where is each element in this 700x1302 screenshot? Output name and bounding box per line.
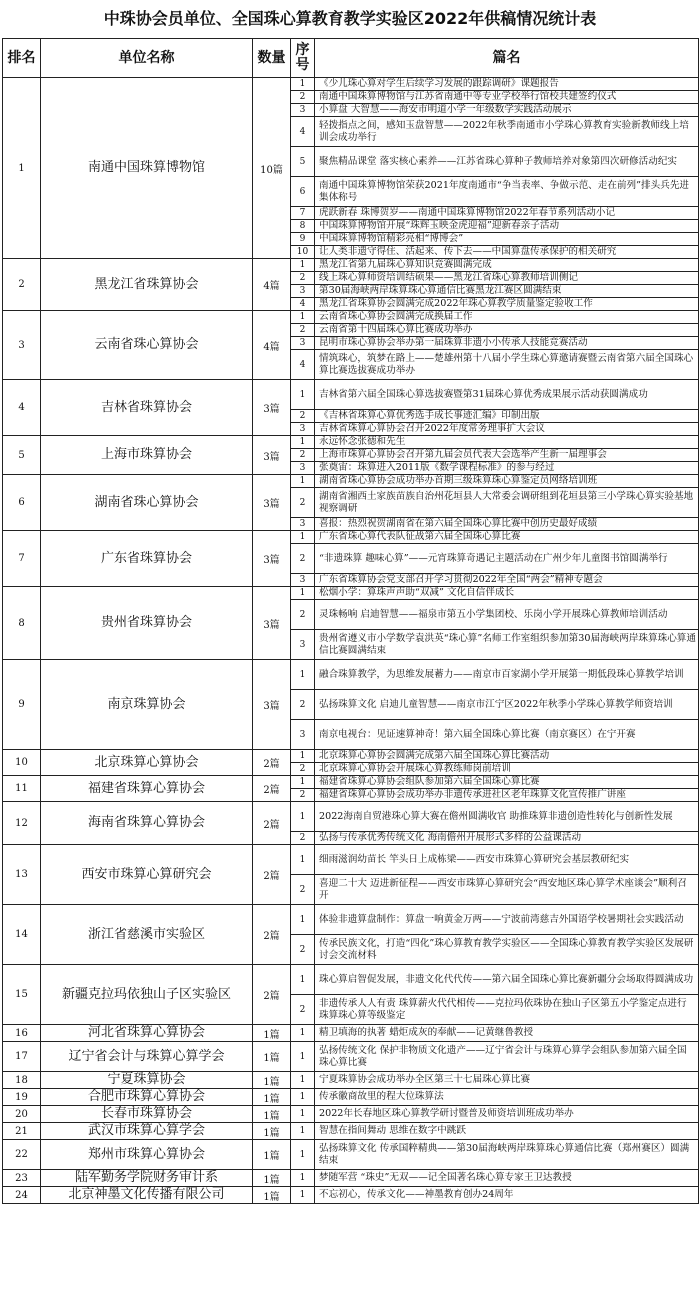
article-title-cell: 上海市珠算心算协会召开第九届会员代表大会选举产生新一届理事会 [315, 449, 699, 462]
seq-cell: 4 [291, 350, 315, 380]
header-rank: 排名 [3, 39, 41, 78]
count-cell: 4篇 [253, 311, 291, 380]
seq-cell: 1 [291, 587, 315, 600]
unit-name-cell: 宁夏珠算协会 [41, 1072, 253, 1089]
seq-cell: 2 [291, 789, 315, 802]
table-row [3, 311, 699, 324]
rank-cell: 10 [3, 750, 41, 776]
seq-cell: 2 [291, 935, 315, 965]
unit-name-cell: 南京珠算协会 [41, 660, 253, 750]
header-unit: 单位名称 [41, 39, 253, 78]
article-title-cell: 湖南省湘西土家族苗族自治州花垣县人大常委会调研组到花垣县第三小学珠心算实验基地视察调研 [315, 488, 699, 518]
article-title-cell: 贵州省遵义市小学数学袁洪英“珠心算”名师工作室组织参加第30届海峡两岸珠算珠心算通信比赛圆满结束 [315, 630, 699, 660]
article-title-cell: 张奠宙：珠算进入2011版《数学课程标准》的参与经过 [315, 462, 699, 475]
header-seq [291, 39, 315, 78]
article-title-cell: “非遗珠算 趣味心算”——元宵珠算奇遇记主题活动在广州少年儿童图书馆圆满举行 [315, 544, 699, 574]
count-cell: 3篇 [253, 475, 291, 531]
article-title-cell: 湖南省珠心算协会成功举办首期三级珠算珠心算鉴定员网络培训班 [315, 475, 699, 488]
unit-name-cell: 福建省珠算心算协会 [41, 776, 253, 802]
article-title-cell: 广东省珠算协会党支部召开学习贯彻2022年全国“两会”精神专题会 [315, 574, 699, 587]
unit-name-cell: 新疆克拉玛依独山子区实验区 [41, 965, 253, 1025]
seq-cell: 8 [291, 220, 315, 233]
seq-cell: 5 [291, 147, 315, 177]
table-row [3, 965, 699, 995]
rank-cell: 4 [3, 380, 41, 436]
article-title-cell: 弘扬珠算文化 启迪儿童智慧——南京市江宁区2022年秋季小学珠心算教学师资培训 [315, 690, 699, 720]
table-row [3, 905, 699, 935]
seq-cell: 3 [291, 104, 315, 117]
table-row [3, 259, 699, 272]
rank-cell: 23 [3, 1170, 41, 1187]
rank-cell: 17 [3, 1042, 41, 1072]
article-title-cell: 灵珠畅响 启迪智慧——福泉市第五小学集团校、乐岗小学开展珠心算教师培训活动 [315, 600, 699, 630]
unit-name-cell: 陆军勤务学院财务审计系 [41, 1170, 253, 1187]
seq-cell: 2 [291, 449, 315, 462]
table-row [3, 78, 699, 91]
article-title-cell: 弘扬珠算文化 传承国粹精典——第30届海峡两岸珠算珠心算通信比赛（郑州赛区）圆满结束 [315, 1140, 699, 1170]
table-body [3, 78, 699, 1204]
rank-cell: 24 [3, 1187, 41, 1204]
count-cell: 3篇 [253, 436, 291, 475]
article-title-cell: 中国珠算博物馆精彩亮相“博博会” [315, 233, 699, 246]
table-row [3, 750, 699, 763]
unit-name-cell: 湖南省珠心算协会 [41, 475, 253, 531]
article-title-cell: 《吉林省珠算心算优秀选手成长事迹汇编》印制出版 [315, 410, 699, 423]
seq-cell: 1 [291, 965, 315, 995]
count-cell: 2篇 [253, 802, 291, 845]
seq-cell: 1 [291, 1140, 315, 1170]
rank-cell: 21 [3, 1123, 41, 1140]
seq-cell: 2 [291, 600, 315, 630]
seq-cell: 1 [291, 1106, 315, 1123]
unit-name-cell: 南通中国珠算博物馆 [41, 78, 253, 259]
seq-cell: 2 [291, 875, 315, 905]
rank-cell: 20 [3, 1106, 41, 1123]
table-row [3, 845, 699, 875]
table-row [3, 1123, 699, 1140]
unit-name-cell: 长春市珠算协会 [41, 1106, 253, 1123]
article-title-cell: 聚焦精品课堂 落实核心素养——江苏省珠心算种子教师培养对象第四次研修活动纪实 [315, 147, 699, 177]
count-cell: 1篇 [253, 1025, 291, 1042]
table-row [3, 1140, 699, 1170]
seq-cell: 4 [291, 298, 315, 311]
seq-cell: 3 [291, 285, 315, 298]
article-title-cell: 精卫填海的执著 蜡炬成灰的奉献——记黄继鲁教授 [315, 1025, 699, 1042]
table-row [3, 660, 699, 690]
article-title-cell: 南通中国珠算博物馆与江苏省南通中等专业学校举行馆校共建签约仪式 [315, 91, 699, 104]
seq-cell: 1 [291, 78, 315, 91]
seq-cell: 9 [291, 233, 315, 246]
article-title-cell: 不忘初心，传承文化——神墨教育创办24周年 [315, 1187, 699, 1204]
rank-cell: 5 [3, 436, 41, 475]
article-title-cell: 南京电视台：见证速算神奇！第六届全国珠心算比赛（南京赛区）在宁开赛 [315, 720, 699, 750]
rank-cell: 14 [3, 905, 41, 965]
count-cell: 2篇 [253, 965, 291, 1025]
unit-name-cell: 海南省珠算心算协会 [41, 802, 253, 845]
unit-name-cell: 合肥市珠算心算协会 [41, 1089, 253, 1106]
count-cell: 2篇 [253, 750, 291, 776]
article-title-cell: 松烟小学：算珠声声助“双减” 文化自信伴成长 [315, 587, 699, 600]
unit-name-cell: 西安市珠算心算研究会 [41, 845, 253, 905]
count-cell: 3篇 [253, 531, 291, 587]
count-cell: 1篇 [253, 1072, 291, 1089]
table-row [3, 776, 699, 789]
table-row [3, 436, 699, 449]
article-title-cell: 小算盘 大智慧——海安市明道小学一年级数学实践活动展示 [315, 104, 699, 117]
seq-cell: 1 [291, 531, 315, 544]
count-cell: 1篇 [253, 1170, 291, 1187]
seq-cell: 2 [291, 832, 315, 845]
count-cell: 1篇 [253, 1089, 291, 1106]
header-title: 篇名 [315, 39, 699, 78]
unit-name-cell: 吉林省珠算协会 [41, 380, 253, 436]
seq-cell: 3 [291, 518, 315, 531]
article-title-cell: 非遗传承人人有责 珠算薪火代代相传——克拉玛依珠协在独山子区第五小学鉴定点进行珠算珠心算等级鉴定 [315, 995, 699, 1025]
count-cell: 1篇 [253, 1042, 291, 1072]
rank-cell: 15 [3, 965, 41, 1025]
page-title: 中珠协会员单位、全国珠心算教育教学实验区2022年供稿情况统计表 [103, 9, 597, 28]
count-cell: 2篇 [253, 776, 291, 802]
seq-cell: 1 [291, 905, 315, 935]
seq-cell: 1 [291, 802, 315, 832]
unit-name-cell: 上海市珠算协会 [41, 436, 253, 475]
rank-cell: 19 [3, 1089, 41, 1106]
seq-cell: 1 [291, 1187, 315, 1204]
article-title-cell: 昆明市珠心算协会举办第一届珠算非遗小小传承人技能竞赛活动 [315, 337, 699, 350]
seq-cell: 1 [291, 750, 315, 763]
article-title-cell: 宁夏珠算协会成功举办全区第三十七届珠心算比赛 [315, 1072, 699, 1089]
article-title-cell: 广东省珠心算代表队征战第六届全国珠心算比赛 [315, 531, 699, 544]
article-title-cell: 北京珠算心算协会圆满完成第六届全国珠心算比赛活动 [315, 750, 699, 763]
article-title-cell: 传承徽商故里的程大位珠算法 [315, 1089, 699, 1106]
unit-name-cell: 云南省珠心算协会 [41, 311, 253, 380]
article-title-cell: 情筑珠心，筑梦在路上——楚雄州第十八届小学生珠心算邀请赛暨云南省第六届全国珠心算比赛选拔赛成功举办 [315, 350, 699, 380]
seq-cell: 6 [291, 177, 315, 207]
article-title-cell: 黑龙江省珠算协会圆满完成2022年珠心算教学质量鉴定验收工作 [315, 298, 699, 311]
rank-cell: 8 [3, 587, 41, 660]
count-cell: 1篇 [253, 1106, 291, 1123]
article-title-cell: 2022年长春地区珠心算教学研讨暨普及师资培训班成功举办 [315, 1106, 699, 1123]
seq-cell: 2 [291, 763, 315, 776]
rank-cell: 1 [3, 78, 41, 259]
rank-cell: 11 [3, 776, 41, 802]
unit-name-cell: 浙江省慈溪市实验区 [41, 905, 253, 965]
count-cell: 4篇 [253, 259, 291, 311]
article-title-cell: 传承民族文化，打造“四化”珠心算教育教学实验区——全国珠心算教育教学实验区发展研讨会交流材料 [315, 935, 699, 965]
seq-cell: 10 [291, 246, 315, 259]
count-cell: 1篇 [253, 1187, 291, 1204]
article-title-cell: 线上珠心算师资培训结硕果——黑龙江省珠心算教师培训侧记 [315, 272, 699, 285]
seq-cell: 1 [291, 475, 315, 488]
article-title-cell: 吉林省第六届全国珠心算选拔赛暨第31届珠心算优秀成果展示活动获圆满成功 [315, 380, 699, 410]
table-row [3, 475, 699, 488]
seq-cell: 3 [291, 630, 315, 660]
count-cell: 3篇 [253, 660, 291, 750]
article-title-cell: 永远怀念张德和先生 [315, 436, 699, 449]
count-cell: 10篇 [253, 78, 291, 259]
count-cell: 1篇 [253, 1140, 291, 1170]
seq-cell: 2 [291, 544, 315, 574]
seq-cell: 2 [291, 690, 315, 720]
rank-cell: 18 [3, 1072, 41, 1089]
count-cell: 1篇 [253, 1123, 291, 1140]
article-title-cell: 智慧在指间舞动 思维在数字中跳跃 [315, 1123, 699, 1140]
seq-cell: 3 [291, 337, 315, 350]
seq-cell: 1 [291, 660, 315, 690]
seq-cell: 1 [291, 1025, 315, 1042]
count-cell: 3篇 [253, 587, 291, 660]
seq-cell: 1 [291, 776, 315, 789]
article-title-cell: 梦随军营 “珠史”无双——记全国著名珠心算专家王卫达教授 [315, 1170, 699, 1187]
seq-cell: 1 [291, 1089, 315, 1106]
table-row [3, 380, 699, 410]
unit-name-cell: 北京珠算心算协会 [41, 750, 253, 776]
article-title-cell: 中国珠算博物馆开展“珠辉玉映金虎迎福”迎新春亲子活动 [315, 220, 699, 233]
seq-cell: 1 [291, 311, 315, 324]
rank-cell: 9 [3, 660, 41, 750]
article-title-cell: 弘扬传统文化 保护非物质文化遗产——辽宁省会计与珠算心算学会组队参加第六届全国珠心算比赛 [315, 1042, 699, 1072]
seq-cell: 7 [291, 207, 315, 220]
stats-table [2, 38, 699, 1204]
unit-name-cell: 郑州市珠算心算协会 [41, 1140, 253, 1170]
seq-cell: 3 [291, 574, 315, 587]
article-title-cell: 2022海南自贸港珠心算大赛在儋州圆满收官 助推珠算非遗创造性转化与创新性发展 [315, 802, 699, 832]
unit-name-cell: 贵州省珠算协会 [41, 587, 253, 660]
seq-cell: 1 [291, 845, 315, 875]
rank-cell: 2 [3, 259, 41, 311]
table-row [3, 1187, 699, 1204]
rank-cell: 13 [3, 845, 41, 905]
article-title-cell: 北京珠算心算协会开展珠心算教练师岗前培训 [315, 763, 699, 776]
article-title-cell: 吉林省珠算心算协会召开2022年度常务理事扩大会议 [315, 423, 699, 436]
article-title-cell: 细雨滋润幼苗长 竿头日上成栋梁——西安市珠算心算研究会基层教研纪实 [315, 845, 699, 875]
seq-cell: 1 [291, 380, 315, 410]
seq-cell: 2 [291, 995, 315, 1025]
count-cell: 3篇 [253, 380, 291, 436]
seq-cell: 1 [291, 1170, 315, 1187]
seq-cell: 1 [291, 1042, 315, 1072]
rank-cell: 16 [3, 1025, 41, 1042]
article-title-cell: 轻拨指点之间，感知玉盘智慧——2022年秋季南通市小学珠心算教育实验新教师线上培训会成功举行 [315, 117, 699, 147]
seq-cell: 1 [291, 259, 315, 272]
seq-cell: 2 [291, 272, 315, 285]
article-title-cell: 喜迎二十大 迈进新征程——西安市珠算心算研究会“西安地区珠心算学术座谈会”顺利召开 [315, 875, 699, 905]
seq-cell: 3 [291, 423, 315, 436]
rank-cell: 7 [3, 531, 41, 587]
unit-name-cell: 辽宁省会计与珠算心算学会 [41, 1042, 253, 1072]
unit-name-cell: 河北省珠算心算协会 [41, 1025, 253, 1042]
count-cell: 2篇 [253, 905, 291, 965]
header-row [3, 39, 699, 78]
table-row [3, 1025, 699, 1042]
rank-cell: 12 [3, 802, 41, 845]
table-row [3, 802, 699, 832]
seq-cell: 2 [291, 324, 315, 337]
rank-cell: 6 [3, 475, 41, 531]
unit-name-cell: 广东省珠算协会 [41, 531, 253, 587]
article-title-cell: 云南省珠心算协会圆满完成换届工作 [315, 311, 699, 324]
article-title-cell: 融合珠算教学，为思维发展蓄力——南京市百家湖小学开展第一期低段珠心算教学培训 [315, 660, 699, 690]
article-title-cell: 珠心算启智促发展，非遗文化代代传——第六届全国珠心算比赛新疆分会场取得圆满成功 [315, 965, 699, 995]
article-title-cell: 云南省第十四届珠心算比赛成功举办 [315, 324, 699, 337]
header-count: 数量 [253, 39, 291, 78]
seq-cell: 1 [291, 436, 315, 449]
seq-cell: 3 [291, 720, 315, 750]
article-title-cell: 体验非遗算盘制作：算盘一响黄金万两——宁波前湾慈吉外国语学校暑期社会实践活动 [315, 905, 699, 935]
count-cell: 2篇 [253, 845, 291, 905]
article-title-cell: 《少儿珠心算对学生后续学习发展的跟踪调研》课题报告 [315, 78, 699, 91]
article-title-cell: 福建省珠算心算协会组队参加第六届全国珠心算比赛 [315, 776, 699, 789]
table-row [3, 1170, 699, 1187]
seq-cell: 4 [291, 117, 315, 147]
rank-cell: 3 [3, 311, 41, 380]
seq-cell: 2 [291, 410, 315, 423]
seq-cell: 3 [291, 462, 315, 475]
article-title-cell: 虎跃新春 珠博贺岁——南通中国珠算博物馆2022年春节系列活动小记 [315, 207, 699, 220]
header-seq-label: 序号 [295, 42, 310, 73]
article-title-cell: 第30届海峡两岸珠算珠心算通信比赛黑龙江赛区圆满结束 [315, 285, 699, 298]
table-row [3, 1072, 699, 1089]
article-title-cell: 让人类非遗守得住、活起来、传下去——中国算盘传承保护的相关研究 [315, 246, 699, 259]
seq-cell: 2 [291, 488, 315, 518]
article-title-cell: 喜报：热烈祝贺湖南省在第六届全国珠心算比赛中创历史最好成绩 [315, 518, 699, 531]
table-row [3, 587, 699, 600]
unit-name-cell: 黑龙江省珠算协会 [41, 259, 253, 311]
article-title-cell: 福建省珠算心算协会成功举办非遗传承进社区老年珠算文化宣传推广讲座 [315, 789, 699, 802]
seq-cell: 1 [291, 1072, 315, 1089]
seq-cell: 2 [291, 91, 315, 104]
rank-cell: 22 [3, 1140, 41, 1170]
seq-cell: 1 [291, 1123, 315, 1140]
table-row [3, 1106, 699, 1123]
article-title-cell: 南通中国珠算博物馆荣获2021年度南通市“争当表率、争做示范、走在前列”排头兵先进集体称号 [315, 177, 699, 207]
table-row [3, 1089, 699, 1106]
table-row [3, 1042, 699, 1072]
unit-name-cell: 武汉市珠算心算学会 [41, 1123, 253, 1140]
article-title-cell: 弘扬与传承优秀传统文化 海南儋州开展形式多样的公益课活动 [315, 832, 699, 845]
table-row [3, 531, 699, 544]
article-title-cell: 黑龙江省第九届珠心算知识竞赛圆满完成 [315, 259, 699, 272]
unit-name-cell: 北京神墨文化传播有限公司 [41, 1187, 253, 1204]
